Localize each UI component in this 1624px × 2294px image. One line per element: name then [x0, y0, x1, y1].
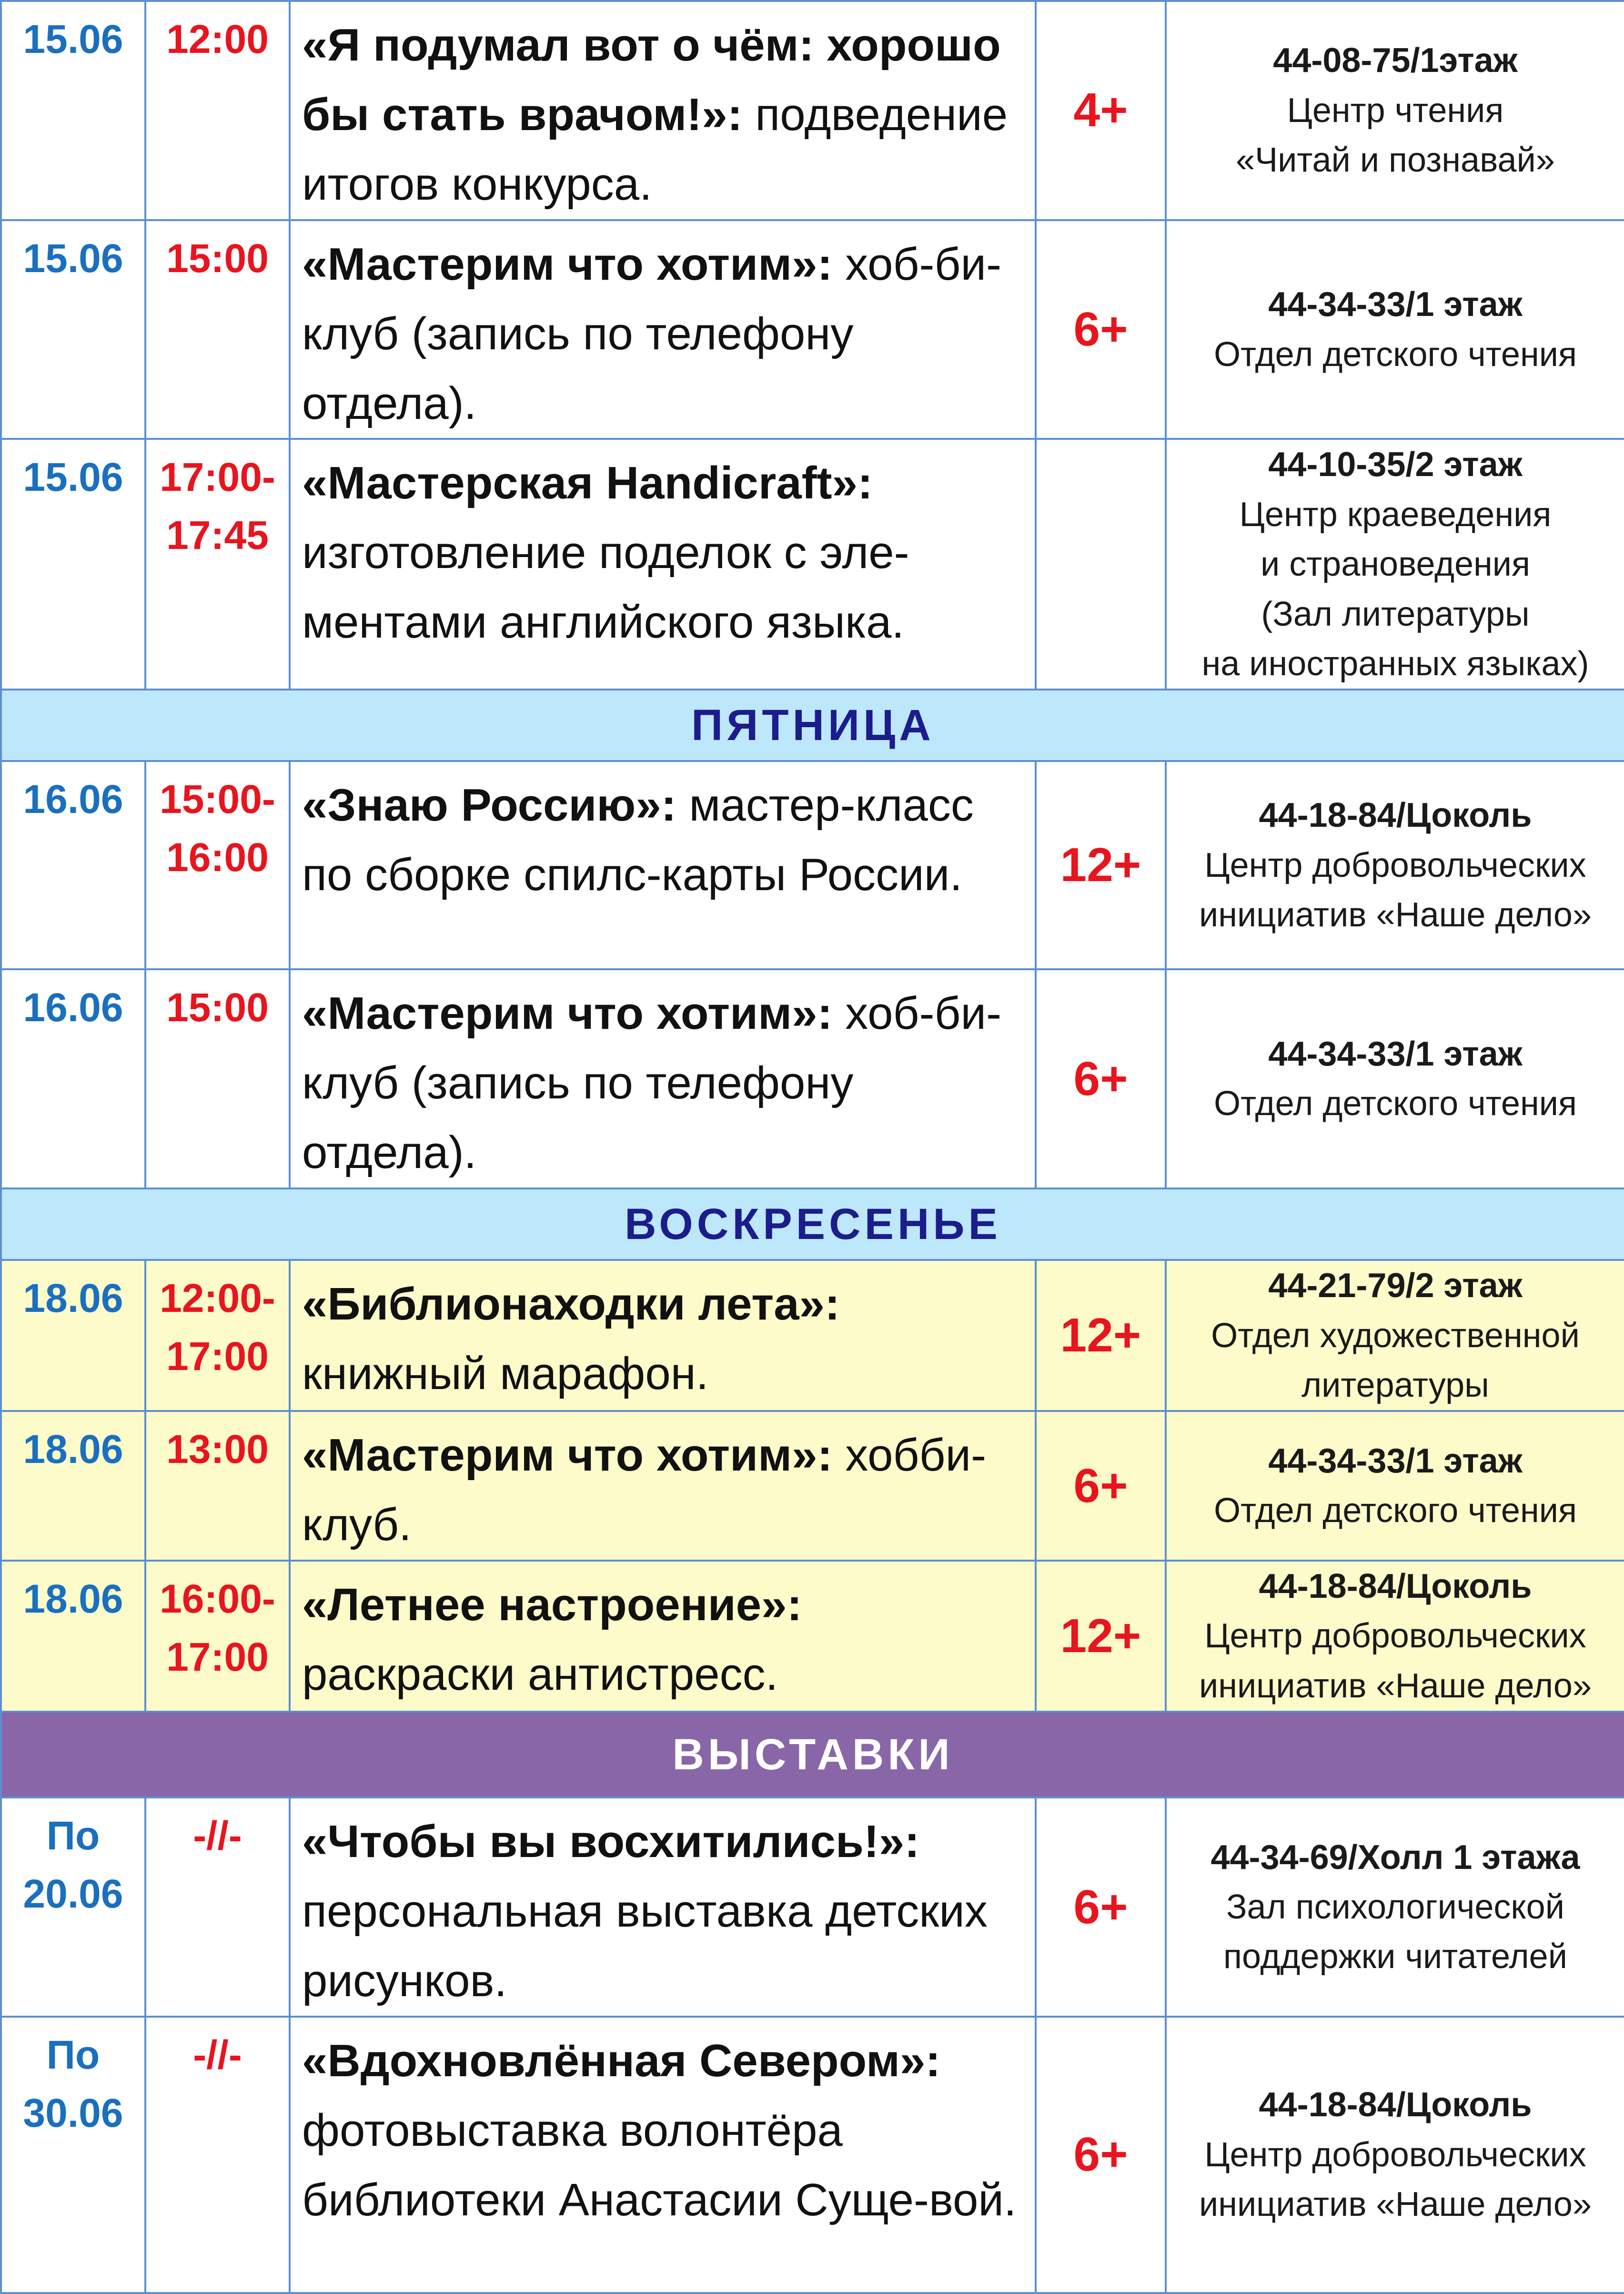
section-header-row	[1, 690, 1624, 761]
event-cell	[290, 1561, 1036, 1712]
event-date: 16.06	[23, 777, 123, 822]
event-title: «Библионаходки лета»:	[302, 1279, 840, 1330]
event-title: «Мастерим что хотим»:	[302, 238, 833, 290]
table-row	[1, 1797, 1624, 2017]
event-time-end: 17:45	[166, 513, 269, 558]
event-title: «Мастерим что хотим»:	[302, 1430, 833, 1481]
event-date: 15.06	[23, 235, 123, 281]
age-rating: 6+	[1073, 303, 1128, 356]
event-time-start: 15:00-	[160, 777, 275, 822]
info-cell	[1166, 1797, 1624, 2017]
event-cell	[290, 1, 1036, 220]
phone-floor: 44-34-33/1 этаж	[1268, 1441, 1523, 1480]
age-cell	[1036, 1260, 1166, 1411]
time-cell	[145, 969, 290, 1188]
place-line: Отдел детского чтения	[1214, 1492, 1577, 1530]
event-time-end: 17:00	[166, 1634, 269, 1679]
age-cell	[1036, 1561, 1166, 1712]
place-line: инициатив «Наше дело»	[1199, 2185, 1592, 2224]
event-time-start: 13:00	[166, 1427, 269, 1472]
event-time-start: 15:00	[166, 985, 269, 1030]
age-cell	[1036, 1797, 1166, 2017]
phone-floor: 44-10-35/2 этаж	[1268, 446, 1523, 484]
place-line: и страноведения	[1260, 545, 1530, 584]
event-cell	[290, 761, 1036, 969]
date-cell	[1, 439, 145, 690]
age-rating: 6+	[1073, 1052, 1128, 1106]
place-line: Центр добровольческих	[1204, 846, 1586, 884]
table-row	[1, 2017, 1624, 2293]
event-cell	[290, 969, 1036, 1188]
event-cell	[290, 1411, 1036, 1561]
event-date: 15.06	[23, 17, 123, 61]
event-date: 16.06	[23, 985, 123, 1030]
time-cell	[145, 1, 290, 220]
place-line: поддержки читателей	[1223, 1938, 1567, 1976]
event-date: 18.06	[23, 1576, 123, 1622]
phone-floor: 44-18-84/Цоколь	[1259, 2086, 1532, 2124]
age-rating: 12+	[1060, 1309, 1141, 1362]
event-time-end: 17:00	[166, 1333, 269, 1379]
place-line: «Читай и познавай»	[1236, 141, 1555, 180]
event-description: хоб-би-клуб (запись по телефону отдела).	[302, 238, 1002, 429]
event-cell	[290, 1797, 1036, 2017]
event-time-start: 12:00	[166, 17, 269, 61]
table-row	[1, 969, 1624, 1188]
event-time-start: 16:00-	[160, 1576, 275, 1622]
place-line: (Зал литературы	[1261, 595, 1530, 633]
event-time-start: 15:00	[166, 235, 269, 281]
place-line: Центр добровольческих	[1204, 2135, 1586, 2174]
place-line: на иностранных языках)	[1201, 645, 1589, 683]
event-cell	[290, 1260, 1036, 1411]
section-header-row	[1, 1712, 1624, 1797]
event-cell	[290, 2017, 1036, 2293]
phone-floor: 44-08-75/1этаж	[1273, 41, 1518, 80]
event-title: «Мастерская Handicraft»:	[302, 457, 873, 509]
info-cell	[1166, 969, 1624, 1188]
section-header-row	[1, 1188, 1624, 1260]
event-time-start: -//-	[193, 2032, 242, 2077]
date-cell	[1, 969, 145, 1188]
event-title: «Знаю Россию»:	[302, 780, 676, 831]
age-rating: 6+	[1073, 1880, 1128, 1934]
place-line: литературы	[1301, 1366, 1489, 1404]
age-rating: 12+	[1060, 1609, 1141, 1663]
phone-floor: 44-34-33/1 этаж	[1268, 1035, 1523, 1073]
info-cell	[1166, 220, 1624, 439]
age-rating: 6+	[1073, 2128, 1128, 2182]
event-time-start: 17:00-	[160, 455, 275, 500]
place-line: Отдел детского чтения	[1214, 335, 1577, 374]
age-rating: 4+	[1073, 83, 1128, 137]
table-row	[1, 761, 1624, 969]
date-cell	[1, 761, 145, 969]
place-line: Зал психологической	[1226, 1888, 1564, 1926]
info-cell	[1166, 2017, 1624, 2293]
time-cell	[145, 1797, 290, 2017]
place-line: Центр добровольческих	[1204, 1617, 1586, 1655]
table-row	[1, 1260, 1624, 1411]
place-line: Отдел художественной	[1211, 1316, 1580, 1355]
event-title: «Летнее настроение»:	[302, 1579, 802, 1631]
age-cell	[1036, 2017, 1166, 2293]
phone-floor: 44-34-33/1 этаж	[1268, 285, 1523, 324]
event-date: По 20.06	[23, 1813, 123, 1917]
place-line: инициатив «Наше дело»	[1199, 896, 1592, 934]
place-line: Отдел детского чтения	[1214, 1085, 1577, 1123]
section-header-sunday: ВОСКРЕСЕНЬЕ	[1, 1188, 1624, 1260]
time-cell	[145, 1260, 290, 1411]
event-date: 18.06	[23, 1276, 123, 1321]
event-description: фотовыставка волонтёра библиотеки Анастасии Суще-вой.	[302, 2104, 1017, 2225]
info-cell	[1166, 1, 1624, 220]
event-time-start: 12:00-	[160, 1276, 275, 1321]
age-cell	[1036, 220, 1166, 439]
date-cell	[1, 1797, 145, 2017]
phone-floor: 44-21-79/2 этаж	[1268, 1267, 1523, 1305]
phone-floor: 44-18-84/Цоколь	[1259, 796, 1532, 835]
age-cell	[1036, 761, 1166, 969]
place-line: Центр краеведения	[1239, 495, 1552, 534]
place-line: Центр чтения	[1287, 91, 1504, 130]
event-title: «Я подумал вот о чём: хорошо бы стать врачом!»:	[302, 20, 1001, 140]
time-cell	[145, 1561, 290, 1712]
event-description: подведение итогов конкурса.	[302, 89, 1008, 210]
info-cell	[1166, 1561, 1624, 1712]
table-row	[1, 439, 1624, 690]
time-cell	[145, 761, 290, 969]
event-title: «Мастерим что хотим»:	[302, 988, 833, 1039]
age-cell	[1036, 1411, 1166, 1561]
age-cell	[1036, 969, 1166, 1188]
info-cell	[1166, 1260, 1624, 1411]
info-cell	[1166, 761, 1624, 969]
event-time-end: 16:00	[166, 835, 269, 880]
event-time-start: -//-	[193, 1813, 242, 1858]
table-row	[1, 1561, 1624, 1712]
date-cell	[1, 2017, 145, 2293]
table-row	[1, 220, 1624, 439]
place-line: инициатив «Наше дело»	[1199, 1666, 1592, 1705]
event-date: 15.06	[23, 455, 123, 500]
event-description: персональная выставка детских рисунков.	[302, 1886, 988, 2007]
event-title: «Чтобы вы восхитились!»:	[302, 1816, 920, 1868]
date-cell	[1, 1561, 145, 1712]
date-cell	[1, 1411, 145, 1561]
event-description: мастер-класс по сборке спилс-карты России.	[302, 780, 974, 901]
event-date: 18.06	[23, 1427, 123, 1472]
time-cell	[145, 1411, 290, 1561]
event-title: «Вдохновлённая Севером»:	[302, 2035, 941, 2086]
time-cell	[145, 220, 290, 439]
section-header-friday: ПЯТНИЦА	[1, 690, 1624, 761]
info-cell	[1166, 439, 1624, 690]
event-description: хоб-би-клуб (запись по телефону отдела).	[302, 988, 1002, 1178]
event-cell	[290, 439, 1036, 690]
date-cell	[1, 220, 145, 439]
table-row	[1, 1411, 1624, 1561]
date-cell	[1, 1, 145, 220]
age-rating: 12+	[1060, 838, 1141, 892]
phone-floor: 44-34-69/Холл 1 этажа	[1210, 1838, 1580, 1877]
phone-floor: 44-18-84/Цоколь	[1259, 1567, 1532, 1606]
event-description: книжный марафон.	[302, 1348, 709, 1400]
event-description: изготовление поделок с эле-ментами английского языка.	[302, 527, 909, 648]
time-cell	[145, 439, 290, 690]
time-cell	[145, 2017, 290, 2293]
info-cell	[1166, 1411, 1624, 1561]
age-rating: 6+	[1073, 1459, 1128, 1512]
event-description: раскраски антистресс.	[302, 1649, 778, 1700]
event-cell	[290, 220, 1036, 439]
event-description: хобби-клуб.	[302, 1430, 987, 1551]
table-row	[1, 1, 1624, 220]
age-cell	[1036, 1, 1166, 220]
event-date: По 30.06	[23, 2032, 123, 2135]
date-cell	[1, 1260, 145, 1411]
age-cell	[1036, 439, 1166, 690]
section-header-exhibitions: ВЫСТАВКИ	[1, 1712, 1624, 1797]
